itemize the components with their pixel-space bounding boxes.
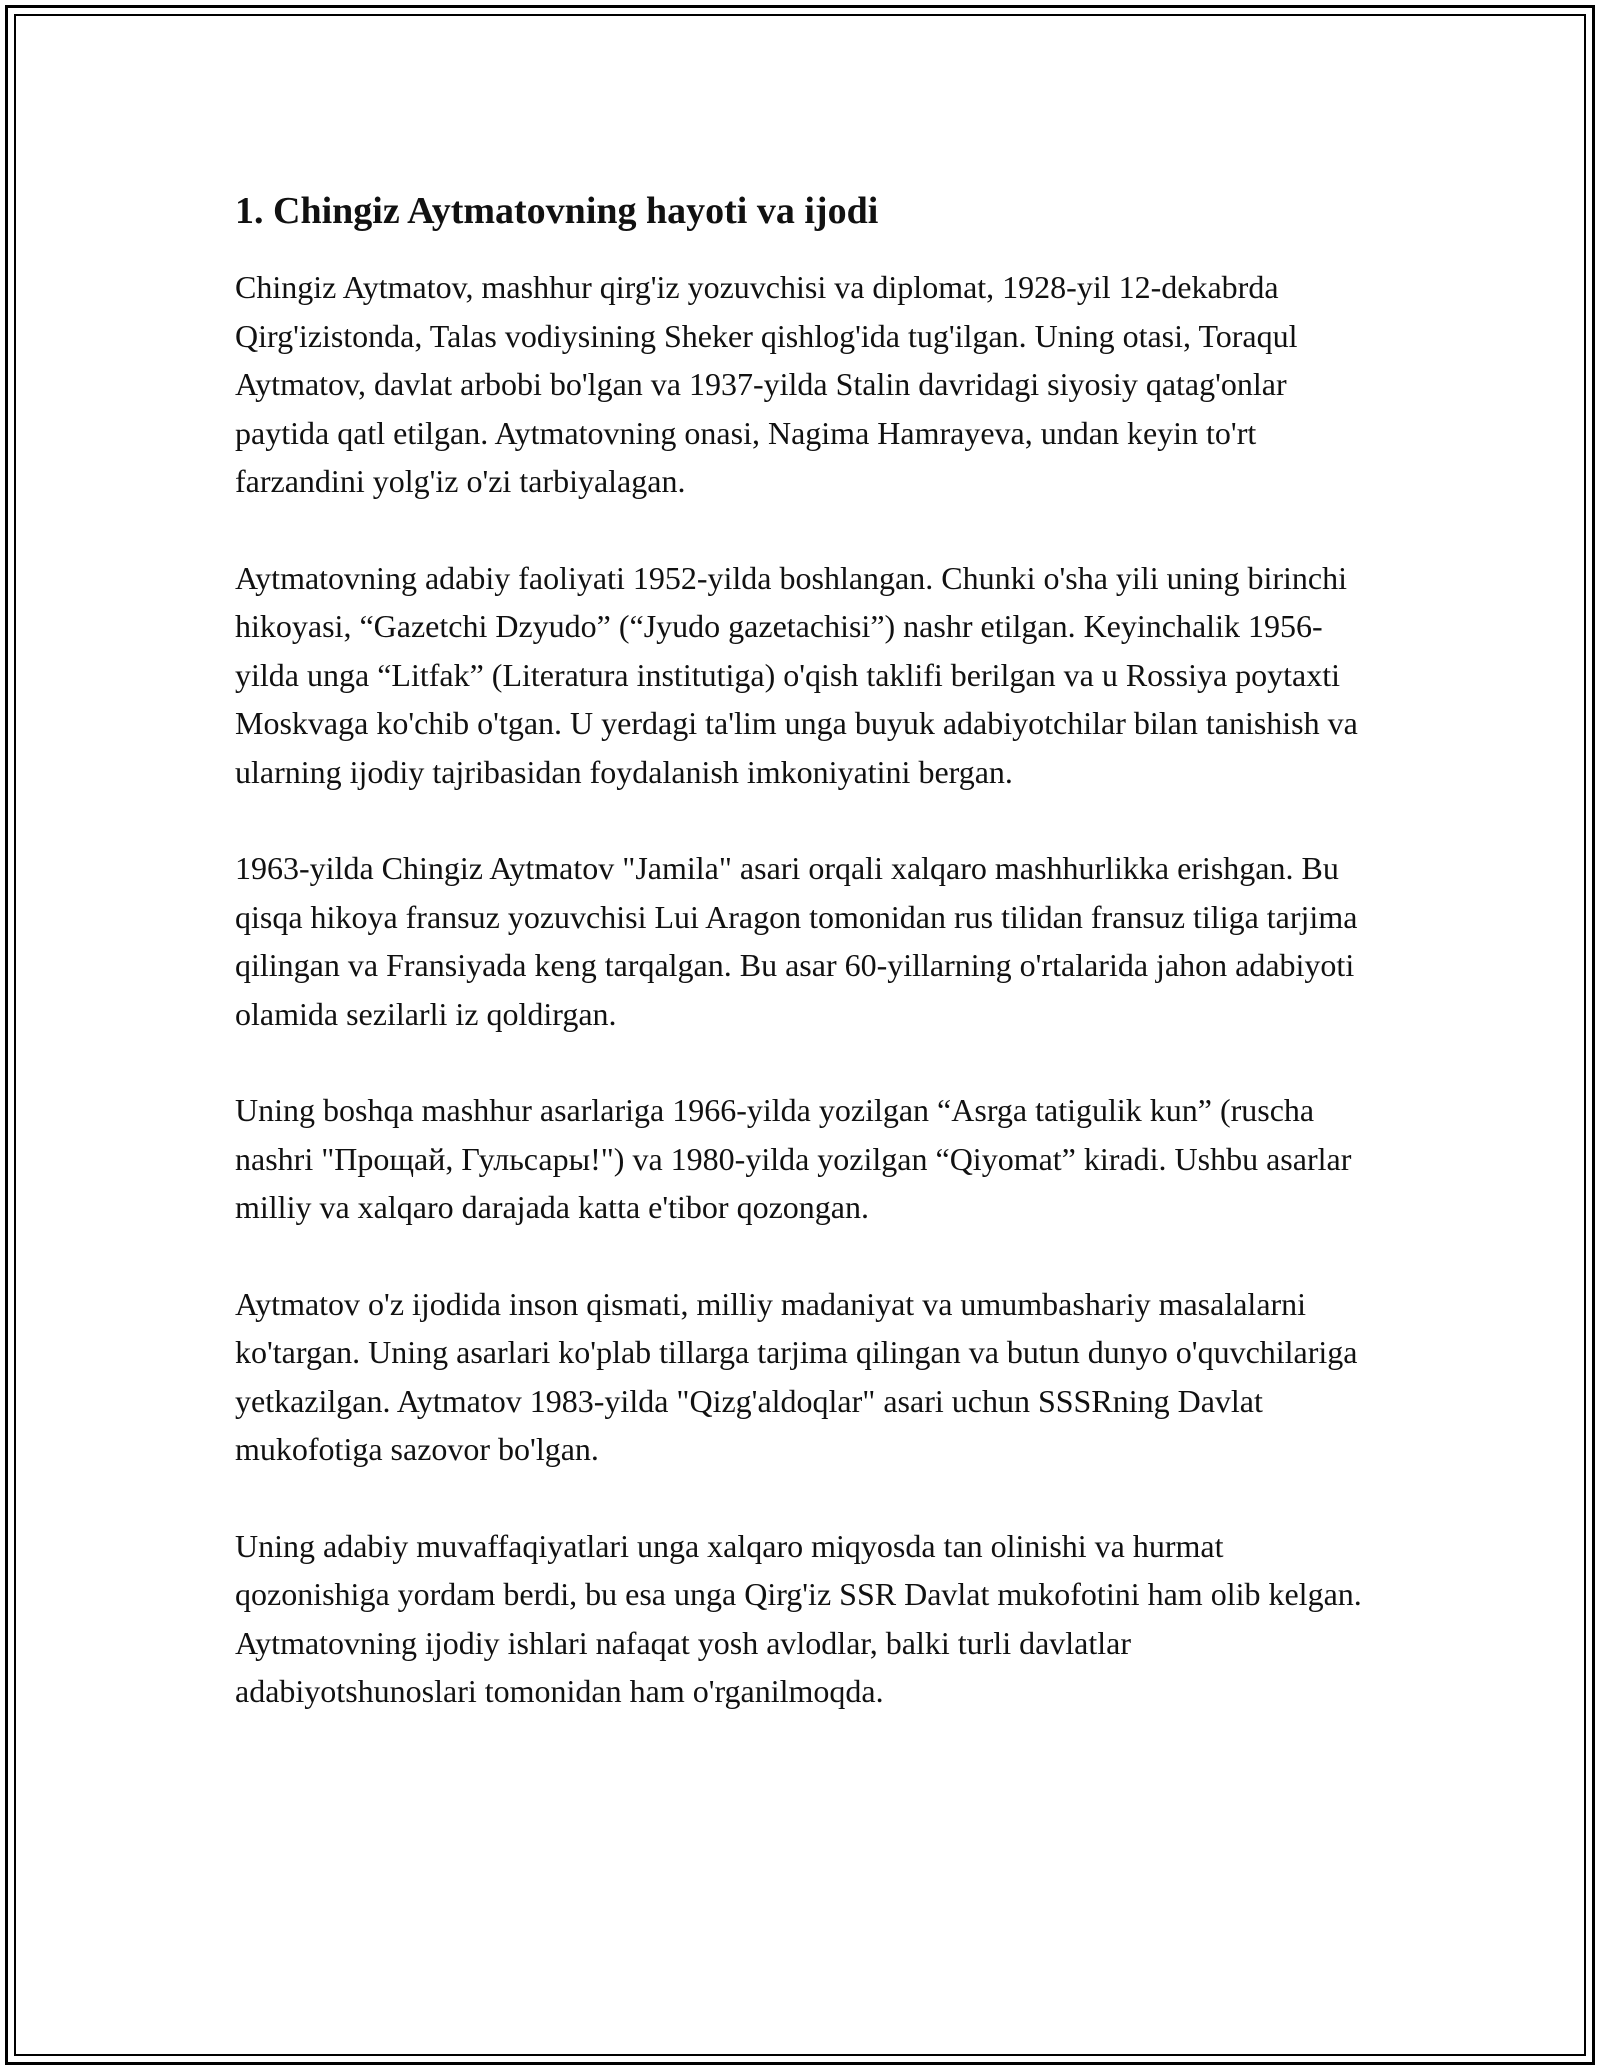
- document-title: 1. Chingiz Aytmatovning hayoti va ijodi: [235, 190, 879, 232]
- paragraph-literary-start: Aytmatovning adabiy faoliyati 1952-yilda boshlangan. Chunki o'sha yili uning birinchi hikoyasi, “Gazetchi Dzyudo” (“Jyudo gazetachisi”) nashr etilgan. Keyinchalik 1956-yilda unga “Litfak” (Literatura institutiga) o'qish taklifi berilgan va u Rossiya poytaxti Moskvaga ko'chib o'tgan. U yerdagi ta'lim unga buyuk adabiyotchilar bilan tanishish va ularning ijodiy tajribasidan foydalanish imkoniyatini bergan.: [235, 559, 1358, 790]
- paragraph-early-life: Chingiz Aytmatov, mashhur qirg'iz yozuvchisi va diplomat, 1928-yil 12-dekabrda Qirg'izistonda, Talas vodiysining Sheker qishlog'ida tug'ilgan. Uning otasi, Toraqul Aytmatov, davlat arbobi bo'lgan va 1937-yilda Stalin davridagi siyosiy qatag'onlar paytida qatl etilgan. Aytmatovning onasi, Nagima Hamrayeva, undan keyin to'rt farzandini yolg'iz o'zi tarbiyalagan.: [235, 269, 1298, 499]
- paragraph-jamila: 1963-yilda Chingiz Aytmatov "Jamila" asari orqali xalqaro mashhurlikka erishgan. Bu qisqa hikoya fransuz yozuvchisi Lui Aragon tomonidan rus tilidan fransuz tiliga tarjima qilingan va Fransiyada keng tarqalgan. Bu asar 60-yillarning o'rtalarida jahon adabiyoti olamida sezilarli iz qoldirgan.: [235, 850, 1358, 1032]
- paragraph-themes: Aytmatov o'z ijodida inson qismati, milliy madaniyat va umumbashariy masalalarni ko'targan. Uning asarlari ko'plab tillarga tarjima qilingan va butun dunyo o'quvchilariga yetkazilgan. Aytmatov 1983-yilda "Qizg'aldoqlar" asari uchun SSSRning Davlat mukofotiga sazovor bo'lgan.: [235, 1285, 1358, 1467]
- paragraph-recognition: Uning adabiy muvaffaqiyatlari unga xalqaro miqyosda tan olinishi va hurmat qozonishiga yordam berdi, bu esa unga Qirg'iz SSR Davlat mukofotini ham olib kelgan. Aytmatovning ijodiy ishlari nafaqat yosh avlodlar, balki turli davlatlar adabiyotshunoslari tomonidan ham o'rganilmoqda.: [235, 1527, 1362, 1709]
- document-body: [235, 187, 1375, 1764]
- paragraph-other-works: Uning boshqa mashhur asarlariga 1966-yilda yozilgan “Asrga tatigulik kun” (ruscha nashri "Прощай, Гульсары!") va 1980-yilda yozilgan “Qiyomat” kiradi. Ushbu asarlar milliy va xalqaro darajada katta e'tibor qozongan.: [235, 1092, 1352, 1225]
